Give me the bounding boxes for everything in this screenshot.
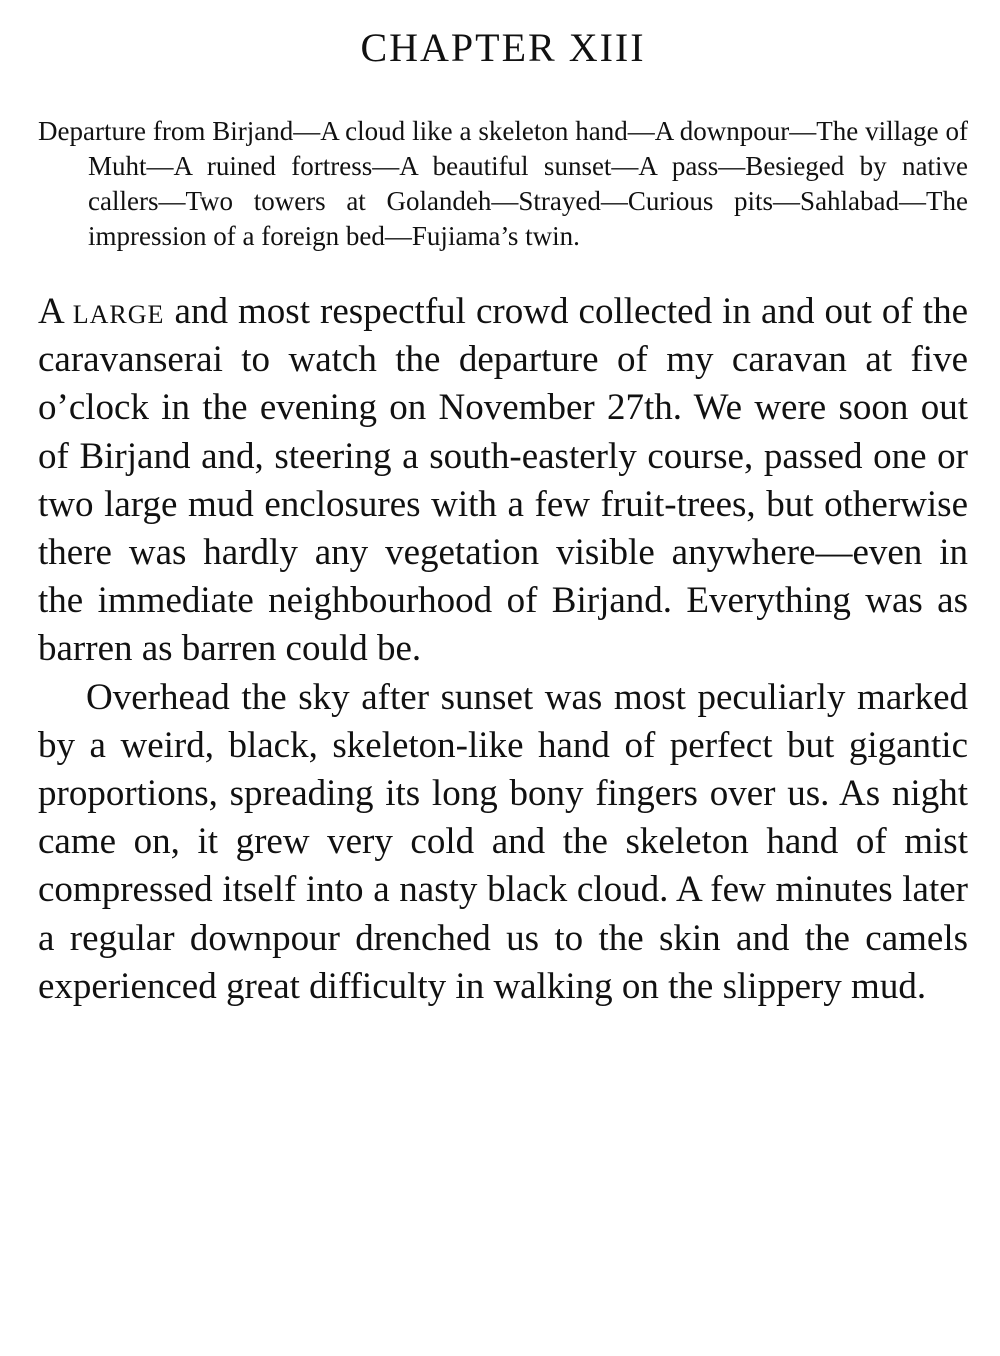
chapter-heading: CHAPTER XIII (360, 25, 646, 70)
paragraph-2: Overhead the sky after sunset was most peculiarly marked by a weird, black, skeleton-like hand of perfect but gigantic proportions, spreading its long bony fingers over us. As night came on, it grew very cold and the skeleton hand of mist compressed itself into a nasty black cloud. A few minutes later a regular downpour drenched us to the skin and the camels experienced great difficulty in walking on the slippery mud. (38, 676, 968, 1007)
book-page (38, 22, 968, 1011)
paragraph-1 (38, 288, 968, 674)
paragraph-1-lead-smallcaps: large (72, 291, 165, 332)
chapter-synopsis: Departure from Birjand—A cloud like a skeleton hand—A downpour—The village of Muht—A ruined fortress—A beautiful sunset—A pass—Besieged by native callers—Two towers at Golandeh—Strayed—Curious pits—Sahlabad—The impression of a foreign bed—Fujiama’s twin. (38, 116, 968, 251)
paragraph-1-text: and most respectful crowd collected in and out of the caravanserai to watch the departure of my caravan at five o’clock in the evening on November 27th. We were soon out of Birjand and, steering a south-easterly course, passed one or two large mud enclosures with a few fruit-trees, but otherwise there was hardly any vegetation visible anywhere—even in the immediate neighbourhood of Birjand. Everything was as barren as barren could be. (38, 291, 968, 670)
paragraph-1-lead-letter: A (38, 291, 73, 332)
